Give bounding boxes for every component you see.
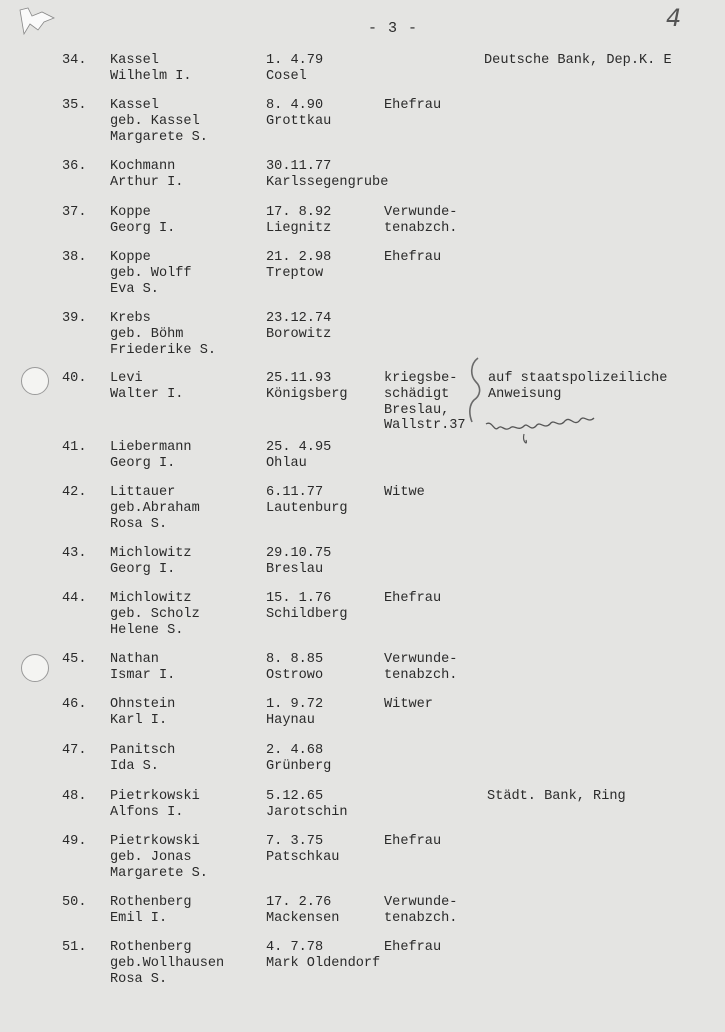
entry-name-line: Liebermann [110, 440, 192, 455]
entry-status-line: schädigt [384, 386, 450, 402]
entry-number: 48. [62, 789, 87, 804]
entry-birth-line: 1. 4.79 [266, 53, 324, 68]
torn-corner-mark [18, 6, 58, 36]
handwritten-signature [484, 410, 604, 450]
entry-name-line: geb.Wollhausen [110, 955, 225, 971]
entry-status-line: Verwunde- [384, 205, 458, 220]
entry-name [110, 371, 183, 403]
entry-name-line: Margarete S. [110, 129, 208, 145]
entry-name-line: Walter I. [110, 386, 184, 402]
entry-name-line: Georg I. [110, 455, 176, 471]
entry-name [110, 98, 208, 145]
entry-number: 45. [62, 652, 87, 667]
entry-name-line: Koppe [110, 250, 151, 265]
entry-name-line: Margarete S. [110, 865, 208, 881]
entry-name [110, 697, 175, 729]
entry-name-line: Georg I. [110, 561, 176, 577]
entry-number: 37. [62, 205, 87, 220]
entry-number: 51. [62, 940, 87, 955]
entry-birth [266, 311, 331, 343]
entry-birth-line: 2. 4.68 [266, 743, 324, 758]
entry-remark [488, 371, 667, 403]
handwritten-page-number: 4 [666, 4, 682, 32]
entry-name-line: Michlowitz [110, 546, 192, 561]
entry-number: 39. [62, 311, 87, 326]
entry-status-line: Breslau, [384, 402, 450, 418]
entry-remark [484, 53, 672, 69]
entry-birth-line: Mark Oldendorf [266, 955, 381, 971]
entry-number: 34. [62, 53, 87, 68]
entry-name [110, 940, 224, 987]
entry-status [384, 697, 433, 713]
entry-birth-line: Schildberg [266, 606, 348, 622]
entry-birth-line: Cosel [266, 68, 307, 84]
entry-name-line: Kassel [110, 53, 159, 68]
entry-birth-line: Karlssegengrube [266, 174, 389, 190]
entry-birth-line: 29.10.75 [266, 546, 332, 561]
entry-name-line: Rothenberg [110, 895, 192, 910]
entry-birth [266, 485, 348, 517]
entry-name-line: Ismar I. [110, 667, 176, 683]
entry-name-line: Alfons I. [110, 804, 184, 820]
entry-birth [266, 697, 323, 729]
entry-remark-line: auf staatspolizeiliche [488, 371, 668, 386]
entry-name-line: Rosa S. [110, 516, 168, 532]
entry-birth [266, 789, 348, 821]
entry-name [110, 485, 200, 532]
entry-birth [266, 834, 339, 866]
entry-birth-line: Jarotschin [266, 804, 348, 820]
entry-birth-line: 17. 2.76 [266, 895, 332, 910]
entry-number: 44. [62, 591, 87, 606]
entry-birth-line: Königsberg [266, 386, 348, 402]
entry-name-line: Levi [110, 371, 143, 386]
entry-name [110, 205, 175, 237]
entry-birth-line: Haynau [266, 712, 315, 728]
entry-status [384, 371, 466, 434]
entry-birth-line: Grünberg [266, 758, 332, 774]
entry-status [384, 591, 441, 607]
entry-birth [266, 159, 388, 191]
entry-name-line: Eva S. [110, 281, 159, 297]
entry-status-line: Witwe [384, 485, 425, 500]
entry-name-line: Wilhelm I. [110, 68, 192, 84]
entry-name-line: Ida S. [110, 758, 159, 774]
entry-number: 46. [62, 697, 87, 712]
entry-birth [266, 591, 348, 623]
entry-birth [266, 652, 323, 684]
entry-name-line: Littauer [110, 485, 176, 500]
entry-birth-line: Mackensen [266, 910, 340, 926]
entry-name [110, 311, 216, 358]
entry-status-line: tenabzch. [384, 910, 458, 926]
entry-name-line: Kochmann [110, 159, 176, 174]
entry-birth [266, 895, 339, 927]
punch-hole-upper [21, 367, 49, 395]
entry-name [110, 743, 175, 775]
entry-status [384, 205, 457, 237]
entry-status [384, 250, 441, 266]
entry-number: 50. [62, 895, 87, 910]
entry-name-line: Rothenberg [110, 940, 192, 955]
entry-status-line: Ehefrau [384, 250, 442, 265]
entry-birth-line: 8. 8.85 [266, 652, 324, 667]
entry-name-line: Friederike S. [110, 342, 217, 358]
entry-status [384, 940, 441, 956]
entry-status-line: Verwunde- [384, 895, 458, 910]
entry-number: 36. [62, 159, 87, 174]
entry-name-line: Pietrkowski [110, 834, 200, 849]
entry-birth-line: 25.11.93 [266, 371, 332, 386]
entry-birth [266, 205, 331, 237]
entry-name [110, 895, 192, 927]
entry-name-line: Pietrkowski [110, 789, 200, 804]
entry-name-line: Arthur I. [110, 174, 184, 190]
entry-birth [266, 440, 331, 472]
entry-status [384, 895, 457, 927]
entry-birth-line: Grottkau [266, 113, 332, 129]
entry-name-line: geb. Jonas [110, 849, 192, 865]
entry-name [110, 834, 208, 881]
entry-birth [266, 743, 331, 775]
entry-birth-line: 23.12.74 [266, 311, 332, 326]
entry-name-line: Nathan [110, 652, 159, 667]
entry-birth-line: Ostrowo [266, 667, 324, 683]
entry-status-line: Verwunde- [384, 652, 458, 667]
entry-birth [266, 98, 331, 130]
entry-name-line: geb. Böhm [110, 326, 184, 342]
entry-name-line: Kassel [110, 98, 159, 113]
entry-name-line: Michlowitz [110, 591, 192, 606]
entry-birth-line: Treptow [266, 265, 324, 281]
entry-status-line: Ehefrau [384, 98, 442, 113]
entry-birth-line: Lautenburg [266, 500, 348, 516]
entry-name-line: Emil I. [110, 910, 168, 926]
entry-remark-line: Städt. Bank, Ring [487, 789, 626, 804]
entry-birth-line: 5.12.65 [266, 789, 324, 804]
entry-status [384, 834, 441, 850]
entry-birth-line: 21. 2.98 [266, 250, 332, 265]
entry-status-line: Ehefrau [384, 940, 442, 955]
entry-birth-line: 4. 7.78 [266, 940, 324, 955]
entry-number: 47. [62, 743, 87, 758]
entry-name-line: geb.Abraham [110, 500, 200, 516]
entry-number: 35. [62, 98, 87, 113]
entry-status-line: tenabzch. [384, 220, 458, 236]
entry-name [110, 440, 192, 472]
entry-name [110, 250, 192, 297]
entry-name-line: Georg I. [110, 220, 176, 236]
entry-status-line: tenabzch. [384, 667, 458, 683]
entry-name-line: Koppe [110, 205, 151, 220]
entry-remark [487, 789, 626, 805]
page-number-header: - 3 - [368, 20, 419, 37]
entry-number: 40. [62, 371, 87, 386]
entry-name-line: Panitsch [110, 743, 176, 758]
entry-birth [266, 53, 323, 85]
entry-birth-line: 7. 3.75 [266, 834, 324, 849]
entry-remark-line: Deutsche Bank, Dep.K. E [484, 53, 672, 68]
entry-status [384, 652, 457, 684]
entry-status [384, 98, 441, 114]
entry-birth-line: Borowitz [266, 326, 332, 342]
entry-birth-line: Breslau [266, 561, 324, 577]
entry-number: 38. [62, 250, 87, 265]
entry-name [110, 789, 200, 821]
entry-birth-line: 1. 9.72 [266, 697, 324, 712]
entry-status-line: Ehefrau [384, 591, 442, 606]
entry-birth-line: Ohlau [266, 455, 307, 471]
entry-status [384, 485, 425, 501]
entry-birth-line: Liegnitz [266, 220, 332, 236]
entry-name [110, 652, 175, 684]
entry-birth-line: 25. 4.95 [266, 440, 332, 455]
entry-birth [266, 940, 380, 972]
punch-hole-lower [21, 654, 49, 682]
entry-name [110, 546, 192, 578]
entry-status-line: Witwer [384, 697, 433, 712]
entry-name [110, 591, 200, 638]
entry-name-line: Karl I. [110, 712, 168, 728]
entry-name [110, 53, 192, 85]
entry-birth-line: Patschkau [266, 849, 340, 865]
entry-name-line: Krebs [110, 311, 151, 326]
entry-name-line: geb. Kassel [110, 113, 200, 129]
entry-status-line: Wallstr.37 [384, 418, 466, 434]
entry-birth-line: 30.11.77 [266, 159, 332, 174]
entry-birth-line: 6.11.77 [266, 485, 324, 500]
entry-number: 49. [62, 834, 87, 849]
entry-number: 43. [62, 546, 87, 561]
entry-name-line: geb. Wolff [110, 265, 192, 281]
entry-birth [266, 371, 348, 403]
entry-status-line: kriegsbe- [384, 371, 458, 386]
entry-name-line: Ohnstein [110, 697, 176, 712]
entry-birth [266, 546, 331, 578]
entry-name-line: Rosa S. [110, 971, 168, 987]
entry-birth-line: 8. 4.90 [266, 98, 324, 113]
entry-number: 41. [62, 440, 87, 455]
entry-status-line: Ehefrau [384, 834, 442, 849]
entry-birth [266, 250, 331, 282]
entry-remark-line: Anweisung [488, 386, 562, 402]
entry-birth-line: 15. 1.76 [266, 591, 332, 606]
entry-name [110, 159, 183, 191]
entry-birth-line: 17. 8.92 [266, 205, 332, 220]
entry-name-line: Helene S. [110, 622, 184, 638]
entry-number: 42. [62, 485, 87, 500]
entry-name-line: geb. Scholz [110, 606, 200, 622]
